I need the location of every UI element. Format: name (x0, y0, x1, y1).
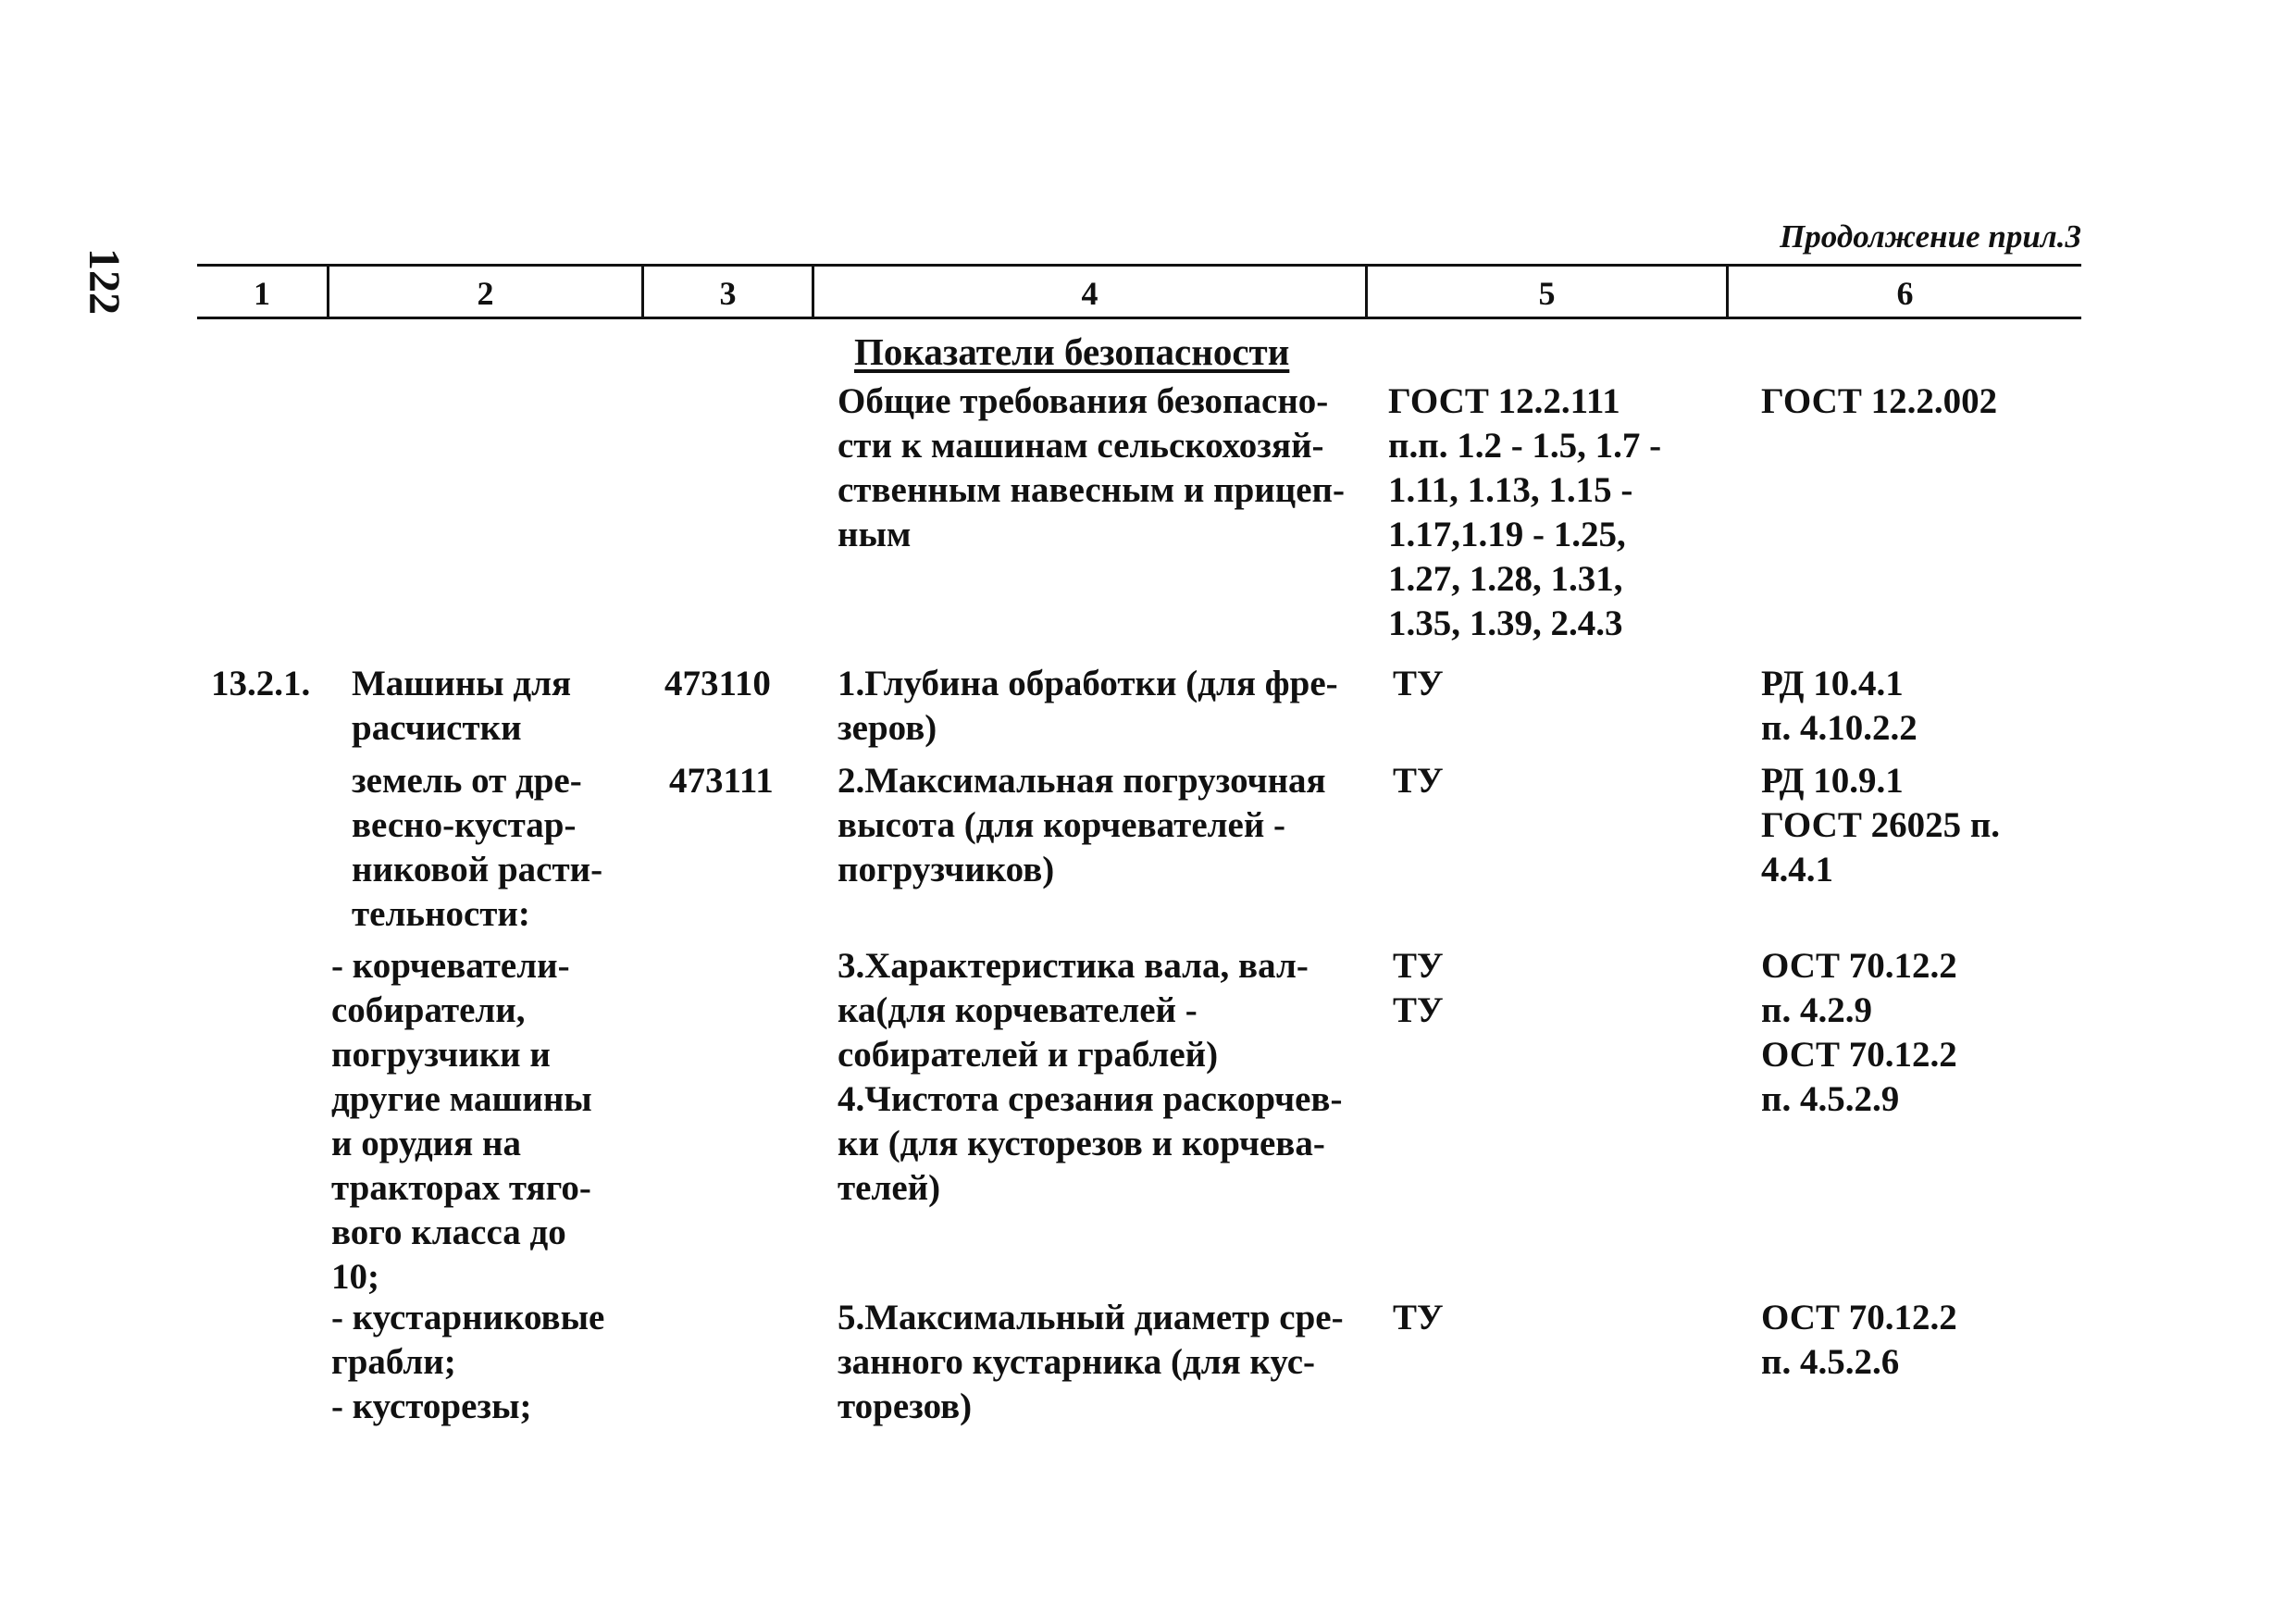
page-number: 122 (80, 248, 129, 315)
item-name-part-4: - кустарниковые грабли; - кусторезы; (331, 1298, 605, 1426)
indicator-5: 5.Максимальный диаметр сре- занного кустарника (для кус- торезов) (838, 1298, 1344, 1426)
method-doc-2: РД 10.9.1 ГОСТ 26025 п. 4.4.1 (1761, 761, 2001, 889)
item-name-part-1: Машины для расчистки (352, 664, 572, 748)
norm-doc-1: ТУ (1393, 664, 1444, 703)
column-header-5: 5 (1538, 275, 1556, 312)
general-indicator: Общие требования безопасно- сти к машинам сельскохозяй- ственным навесным и прицеп- ным (838, 381, 1345, 554)
method-doc-1: РД 10.4.1 п. 4.10.2.2 (1761, 664, 1917, 748)
column-header-2: 2 (477, 275, 494, 312)
item-name-part-2: земель от дре- весно-кустар- никовой расти- тельности: (352, 761, 603, 934)
continuation-note: Продолжение прил.3 (1780, 218, 2081, 255)
method-doc-5: ОСТ 70.12.2 п. 4.5.2.6 (1761, 1298, 1957, 1382)
column-header-6: 6 (1896, 275, 1914, 312)
item-code-2: 473111 (669, 761, 774, 801)
item-number: 13.2.1. (211, 664, 311, 703)
item-name-part-3: - корчеватели- собиратели, погрузчики и другие машины и орудия на тракторах тяго- вого класса до 10; (331, 946, 592, 1297)
indicator-1: 1.Глубина обработки (для фре- зеров) (838, 664, 1338, 748)
norm-doc-2: ТУ (1393, 761, 1444, 801)
general-method-doc: ГОСТ 12.2.002 (1761, 381, 1998, 421)
table-top-rule (197, 264, 2081, 267)
method-doc-3-4: ОСТ 70.12.2 п. 4.2.9 ОСТ 70.12.2 п. 4.5.2.9 (1761, 946, 1957, 1119)
column-header-1: 1 (254, 275, 270, 312)
column-header-4: 4 (1081, 275, 1098, 312)
indicator-2: 2.Максимальная погрузочная высота (для корчевателей - погрузчиков) (838, 761, 1326, 889)
item-code-1: 473110 (664, 664, 771, 703)
section-title: Показатели безопасности (854, 330, 1290, 373)
general-norm-doc: ГОСТ 12.2.111 п.п. 1.2 - 1.5, 1.7 - 1.11, 1.13, 1.15 - 1.17,1.19 - 1.25, 1.27, 1.28, 1.31, 1.35, 1.39, 2.4.3 (1388, 381, 1662, 643)
table-header-bottom-rule (197, 317, 2081, 319)
indicator-3-4: 3.Характеристика вала, вал- ка(для корчевателей - собирателей и граблей) 4.Чистота срезания раскорчев- ки (для кусторезов и корчева- телей) (838, 946, 1343, 1208)
column-header-3: 3 (719, 275, 737, 312)
norm-doc-5: ТУ (1393, 1298, 1444, 1337)
norm-doc-3-4: ТУ ТУ (1393, 946, 1444, 1030)
